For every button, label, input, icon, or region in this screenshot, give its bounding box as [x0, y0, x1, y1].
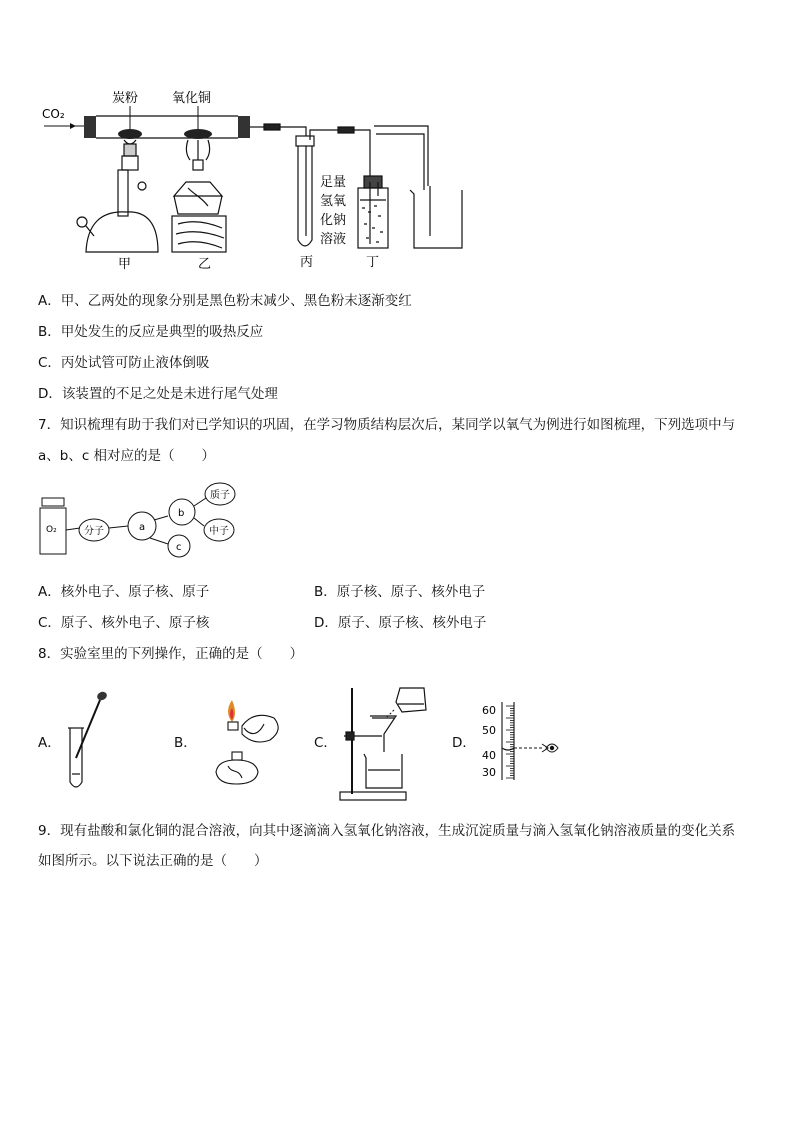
node-a-label: a: [139, 522, 146, 533]
dropper-bulb: [96, 690, 108, 701]
neutron-label: 中子: [209, 526, 229, 537]
carbon-label: 炭粉: [112, 91, 139, 106]
q8-label-c: C．: [314, 735, 337, 751]
tick-30: 30: [482, 766, 496, 779]
q6-option-c: C．丙处试管可防止液体倒吸: [38, 355, 210, 371]
copper-oxide-label: 氧化铜: [172, 91, 212, 106]
q6-option-a: A．甲、乙两处的现象分别是黑色粉末减少、黑色粉末逐渐变红: [38, 293, 412, 309]
q8-stem: 8．实验室里的下列操作，正确的是（ ）: [38, 646, 304, 662]
q8-dropper-figure: [64, 688, 114, 792]
o2-label: O₂: [46, 525, 57, 535]
q6-option-d: D．该装置的不足之处是未进行尾气处理: [38, 386, 278, 402]
carbon-powder: [118, 129, 142, 139]
q6-option-b: B．甲处发生的反应是典型的吸热反应: [38, 324, 264, 340]
proton-label: 质子: [210, 490, 230, 501]
q8-label-a: A．: [38, 735, 61, 751]
q8-label-b: B．: [174, 735, 197, 751]
tick-40: 40: [482, 749, 496, 762]
q9-stem-line1: 9．现有盐酸和氯化铜的混合溶液，向其中逐滴滴入氢氧化钠溶液，生成沉淀质量与滴入氢氧化钠溶液质量的变化关系: [38, 823, 736, 839]
tick-60: 60: [482, 704, 496, 717]
bing-test-tube: [296, 136, 314, 246]
yi-label: 乙: [198, 257, 212, 272]
naoh-label-2: 氢氧: [320, 194, 347, 209]
q7-option-b: B．原子核、原子、核外电子: [314, 584, 486, 600]
node-b-label: b: [178, 508, 185, 519]
jia-burner: [77, 140, 158, 252]
beaker: [410, 186, 462, 248]
node-c-label: c: [176, 542, 182, 553]
q7-option-d: D．原子、原子核、核外电子: [314, 615, 487, 631]
q8-filtration-figure: [338, 682, 438, 802]
copper-oxide-powder: [184, 129, 212, 139]
yi-alcohol-lamp: [172, 140, 226, 252]
co2-arrowhead: [70, 123, 76, 129]
naoh-label-3: 化钠: [320, 213, 347, 228]
q8-lamp-figure: [198, 696, 288, 792]
q9-stem-line2: 如图所示。以下说法正确的是（ ）: [38, 853, 268, 869]
left-stopper: [84, 116, 96, 138]
bing-label: 丙: [300, 255, 314, 270]
q7-stem-line1: 7．知识梳理有助于我们对已学知识的巩固，在学习物质结构层次后，某同学以氧气为例进行如图梳理，下列选项中与: [38, 417, 736, 433]
q8-label-d: D．: [452, 735, 476, 751]
ding-wash-bottle: [358, 176, 388, 248]
molecule-label: 分子: [84, 526, 104, 537]
q7-stem-line2: a、b、c 相对应的是（ ）: [38, 448, 216, 464]
q7-concept-diagram: [36, 480, 246, 560]
meniscus: [502, 748, 514, 750]
q6-apparatus-figure: [38, 86, 468, 274]
naoh-label-4: 溶液: [320, 232, 347, 247]
q7-option-a: A．核外电子、原子核、原子: [38, 584, 210, 600]
co2-label: CO₂: [42, 107, 65, 121]
right-stopper: [238, 116, 250, 138]
tick-50: 50: [482, 724, 496, 737]
ding-label: 丁: [366, 255, 380, 270]
q8-graduated-cylinder-figure: [476, 698, 566, 784]
naoh-label-1: 足量: [320, 175, 347, 190]
q7-option-c: C．原子、核外电子、原子核: [38, 615, 210, 631]
jia-label: 甲: [118, 257, 132, 272]
